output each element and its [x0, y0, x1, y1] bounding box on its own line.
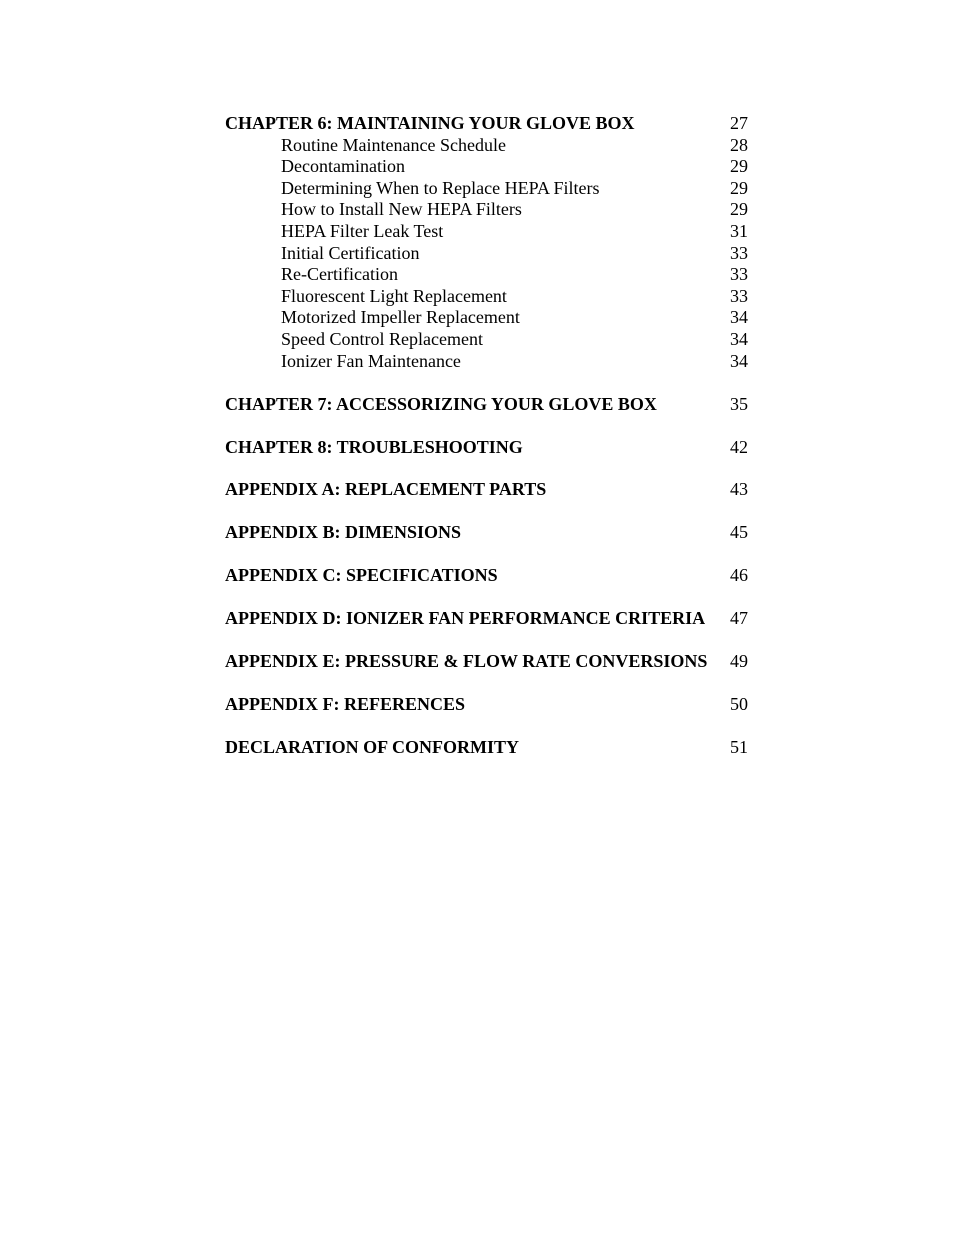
toc-subentry-page: 29	[730, 199, 748, 220]
toc-entry-page: 50	[730, 694, 748, 715]
toc-entry-page: 42	[730, 436, 748, 457]
toc-subentry-page: 33	[730, 242, 748, 263]
toc-entry-appendix-c[interactable]	[225, 565, 748, 587]
toc-subentry-title: Motorized Impeller Replacement	[281, 307, 520, 328]
toc-entry-title: APPENDIX B: DIMENSIONS	[225, 522, 462, 543]
toc-subentry[interactable]	[225, 221, 748, 243]
toc-entry-appendix-f[interactable]	[225, 694, 748, 716]
toc-entry-title: APPENDIX E: PRESSURE & FLOW RATE CONVERSIONS	[225, 651, 708, 672]
toc-entry-page: 47	[730, 608, 748, 629]
toc-subentry-title: Decontamination	[281, 156, 405, 177]
toc-entry-page: 27	[730, 113, 748, 133]
toc-subentry-title: Ionizer Fan Maintenance	[281, 350, 461, 371]
toc-entry-chapter-7[interactable]	[225, 394, 748, 416]
spacer	[225, 415, 748, 436]
spacer	[225, 630, 748, 651]
spacer	[225, 458, 748, 479]
spacer	[225, 501, 748, 522]
toc-entry-appendix-b[interactable]	[225, 522, 748, 544]
toc-entry-chapter-6[interactable]	[225, 113, 748, 135]
toc-subentry-title: Re-Certification	[281, 264, 398, 285]
toc-subentry[interactable]	[225, 243, 748, 265]
table-of-contents	[225, 113, 748, 759]
toc-subentry[interactable]	[225, 351, 748, 373]
toc-entry-title: APPENDIX F: REFERENCES	[225, 694, 466, 715]
toc-entry-page: 46	[730, 565, 748, 586]
toc-entry-title: CHAPTER 7: ACCESSORIZING YOUR GLOVE BOX	[225, 393, 657, 414]
toc-subentry-page: 31	[730, 220, 748, 241]
toc-entry-chapter-8[interactable]	[225, 437, 748, 459]
toc-subentry[interactable]	[225, 135, 748, 157]
toc-entry-declaration[interactable]	[225, 737, 748, 759]
toc-subentry-title: Fluorescent Light Replacement	[281, 285, 507, 306]
toc-subentry[interactable]	[225, 199, 748, 221]
toc-subentry[interactable]	[225, 156, 748, 178]
toc-entry-page: 51	[730, 737, 748, 758]
toc-entry-title: CHAPTER 6: MAINTAINING YOUR GLOVE BOX	[225, 113, 635, 133]
toc-subentry-title: Routine Maintenance Schedule	[281, 134, 506, 155]
toc-subentry-page: 33	[730, 285, 748, 306]
toc-entry-title: CHAPTER 8: TROUBLESHOOTING	[225, 436, 523, 457]
toc-entry-title: DECLARATION OF CONFORMITY	[225, 737, 520, 758]
toc-subentry-page: 34	[730, 328, 748, 349]
toc-entry-appendix-e[interactable]	[225, 651, 748, 673]
toc-subentry-title: Initial Certification	[281, 242, 420, 263]
toc-subentry[interactable]	[225, 264, 748, 286]
toc-entry-page: 43	[730, 479, 748, 500]
toc-entry-page: 45	[730, 522, 748, 543]
toc-subentry-page: 29	[730, 177, 748, 198]
toc-subentry-page: 34	[730, 307, 748, 328]
toc-subentry-page: 34	[730, 350, 748, 371]
spacer	[225, 544, 748, 565]
spacer	[225, 716, 748, 737]
toc-subentry[interactable]	[225, 307, 748, 329]
spacer	[225, 673, 748, 694]
toc-subentry-page: 33	[730, 264, 748, 285]
toc-subentry[interactable]	[225, 329, 748, 351]
toc-entry-title: APPENDIX D: IONIZER FAN PERFORMANCE CRITERIA	[225, 608, 706, 629]
toc-subentry-title: Speed Control Replacement	[281, 328, 483, 349]
spacer	[225, 372, 748, 393]
toc-subentry-title: Determining When to Replace HEPA Filters	[281, 177, 600, 198]
toc-entry-title: APPENDIX C: SPECIFICATIONS	[225, 565, 498, 586]
toc-subentry[interactable]	[225, 178, 748, 200]
toc-entry-appendix-d[interactable]	[225, 608, 748, 630]
toc-subentry[interactable]	[225, 286, 748, 308]
spacer	[225, 587, 748, 608]
toc-entry-appendix-a[interactable]	[225, 479, 748, 501]
toc-subentry-title: HEPA Filter Leak Test	[281, 220, 444, 241]
toc-subentry-page: 28	[730, 134, 748, 155]
toc-entry-page: 35	[730, 393, 748, 414]
toc-subentry-page: 29	[730, 156, 748, 177]
toc-entry-title: APPENDIX A: REPLACEMENT PARTS	[225, 479, 547, 500]
toc-subentry-title: How to Install New HEPA Filters	[281, 199, 522, 220]
toc-entry-page: 49	[730, 651, 748, 672]
